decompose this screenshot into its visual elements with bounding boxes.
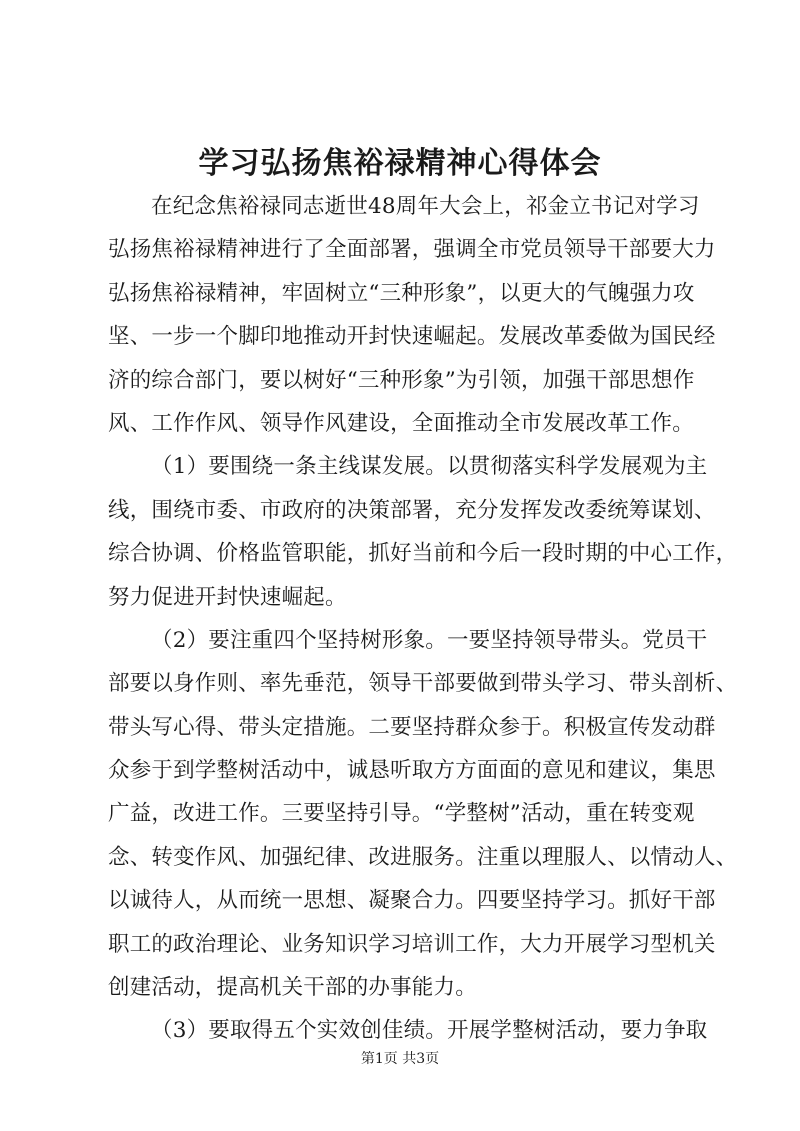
page-footer: 第1页 共3页: [360, 1051, 440, 1067]
document-title: 学习弘扬焦裕禄精神心得体会: [198, 146, 602, 181]
paragraph-point-3: [108, 1009, 708, 1052]
text-line: 在纪念焦裕禄同志逝世48周年大会上，祁金立书记对学习: [151, 194, 700, 219]
text-line: 济的综合部门，要以树好“三种形象”为引领，加强干部思想作: [108, 367, 695, 393]
text-line: 弘扬焦裕禄精神进行了全面部署，强调全市党员领导干部要大力: [108, 237, 716, 263]
text-line: 职工的政治理论、业务知识学习培训工作，大力开展学习型机关: [108, 931, 716, 957]
text-line: （2）要注重四个坚持树形象。一要坚持领导带头。党员干: [151, 627, 708, 653]
text-line: 广益，改进工作。三要坚持引导。“学整树”活动，重在转变观: [108, 801, 695, 827]
text-line: 众参于到学整树活动中，诚恳听取方方面面的意见和建议，集思: [108, 758, 716, 784]
document-body: [108, 185, 738, 1053]
text-line: 念、转变作风、加强纪律、改进服务。注重以理服人、以情动人、: [108, 844, 738, 870]
text-line: 创建活动，提高机关干部的办事能力。: [108, 975, 477, 1001]
text-line: 弘扬焦裕禄精神，牢固树立“三种形象”，以更大的气魄强力攻: [108, 280, 695, 306]
text-line: 线，围绕市委、市政府的决策部署，充分发挥发改委统筹谋划、: [108, 497, 716, 523]
text-line: 部要以身作则、率先垂范，领导干部要做到带头学习、带头剖析、: [108, 671, 738, 697]
paragraph-point-1: [108, 445, 738, 619]
text-line: 带头写心得、带头定措施。二要坚持群众参于。积极宣传发动群: [108, 714, 716, 740]
text-line: 努力促进开封快速崛起。: [108, 584, 347, 610]
paragraph-point-2: [108, 619, 738, 1010]
text-line: 坚、一步一个脚印地推动开封快速崛起。发展改革委做为国民经: [108, 324, 716, 350]
paragraph-intro: [108, 185, 716, 445]
text-line: （1）要围绕一条主线谋发展。以贯彻落实科学发展观为主: [151, 454, 708, 480]
text-line: （3）要取得五个实效创佳绩。开展学整树活动，要力争取: [151, 1018, 708, 1044]
text-line: 综合协调、价格监管职能，抓好当前和今后一段时期的中心工作，: [108, 541, 738, 567]
text-line: 以诚待人，从而统一思想、凝聚合力。四要坚持学习。抓好干部: [108, 888, 716, 914]
text-line: 风、工作作风、领导作风建设，全面推动全市发展改革工作。: [108, 410, 694, 436]
